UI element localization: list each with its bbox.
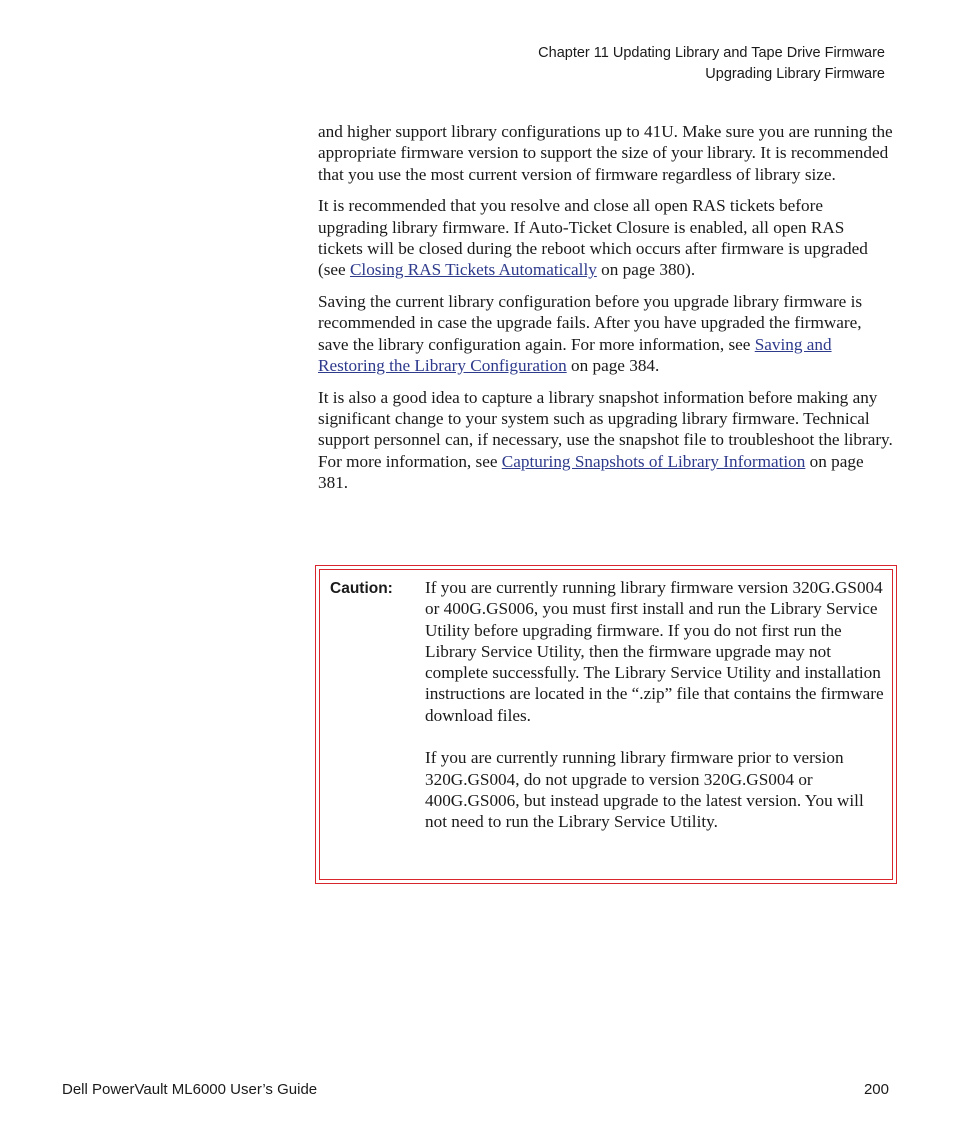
link-capturing-snapshots[interactable]: Capturing Snapshots of Library Information (501, 451, 806, 471)
footer-page-number: 200 (863, 1081, 889, 1098)
caution-inner-frame (319, 569, 893, 880)
caution-paragraph-2: If you are currently running library firmware prior to version 320G.GS004, do not upgrade to version 320G.GS004 or 400G.GS006, but instead upgrade to the latest version. You will not need to run the Library Service Utility. (425, 748, 864, 832)
caution-paragraph-1: If you are currently running library firmware version 320G.GS004 or 400G.GS006, you must first install and run the Library Service Utility before upgrading firmware. If you do not first run the Library Service Utility, then the firmware upgrade may not complete successfully. The Library Service Utility and installation instructions are located in the “.zip” file that contains the firmware download files. (425, 578, 884, 725)
paragraph-2: It is recommended that you resolve and close all open RAS tickets before upgrading library firmware. If Auto-Ticket Closure is enabled, all open RAS tickets will be closed during the reboot which occurs after firmware is upgraded (see Closing RAS Tickets Automatically on page 380). (318, 196, 868, 280)
paragraph-4: It is also a good idea to capture a library snapshot information before making any significant change to your system such as upgrading library firmware. Technical support personnel can, if necessary, use the snapshot file to troubleshoot the library. For more information, see Capturing Snapshots of Library Information on page 381. (318, 387, 893, 492)
footer-guide-title: Dell PowerVault ML6000 User’s Guide (62, 1081, 318, 1098)
paragraph-1: and higher support library configurations up to 41U. Make sure you are running the appropriate firmware version to support the size of your library. It is recommended that you use the most current version of firmware regardless of library size. (318, 122, 893, 184)
caution-label: Caution: (330, 580, 393, 597)
running-header (538, 43, 885, 85)
chapter-title: Chapter 11 Updating Library and Tape Drive Firmware (538, 45, 885, 61)
link-closing-ras-tickets[interactable]: Closing RAS Tickets Automatically (349, 260, 597, 280)
caution-box (315, 565, 897, 884)
caution-text (425, 577, 885, 854)
link-saving-restoring-config[interactable]: Saving and Restoring the Library Configuration (318, 334, 832, 375)
paragraph-3: Saving the current library configuration before you upgrade library firmware is recommended in case the upgrade fails. After you have upgraded the firmware, save the library configuration again. For more information, see Saving and Restoring the Library Configuration on page 384. (318, 292, 863, 375)
body-text (318, 121, 893, 504)
section-title: Upgrading Library Firmware (705, 66, 885, 82)
